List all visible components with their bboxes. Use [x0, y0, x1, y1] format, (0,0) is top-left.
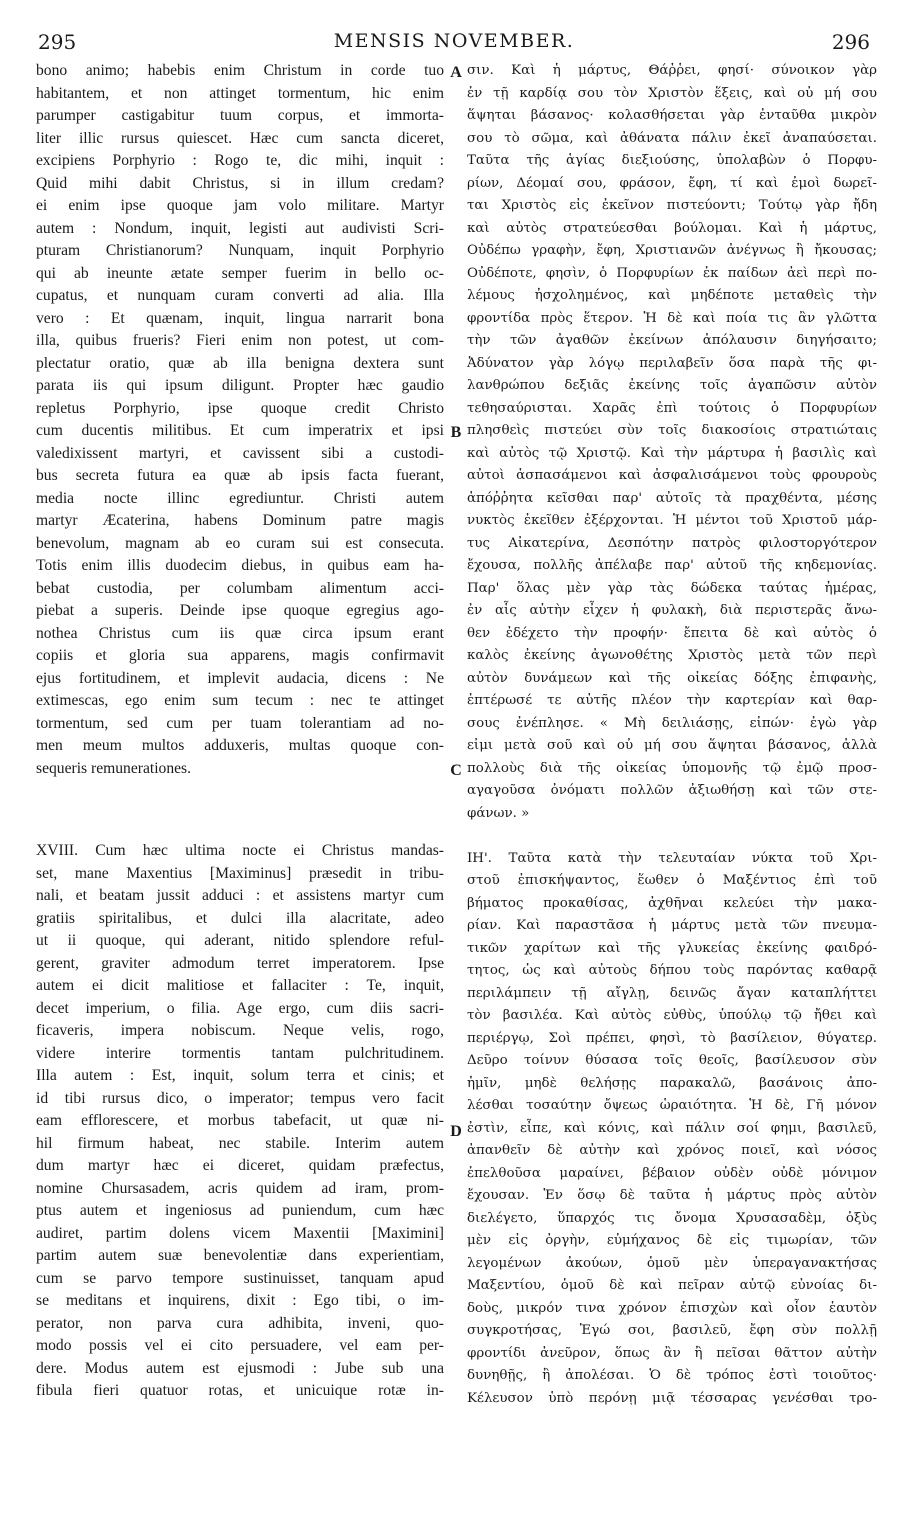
text-line: τὴν τῶν ἀγαθῶν ἐκείνων ἀπόλαυσιν διηγήσαιτο; [467, 333, 877, 348]
text-line: φάνων. » [467, 805, 530, 821]
text-line: tormentum, sed cum per tuam tolerantiam ad no- [36, 714, 444, 732]
text-line: extimescas, ego enim sum tecum : nec te attinget [36, 692, 444, 709]
text-line: εἰμι μετὰ σοῦ καὶ οὐ μή σου ἅψηται βάσανος, ἀλλὰ [467, 738, 877, 753]
text-line: Quid mihi dabit Christus, si in illum credam? [36, 174, 444, 192]
text-line: illa, quibus frueris? Fieri enim non potest, ut com- [36, 332, 444, 349]
text-line: autem ei dicit malitiose et fallaciter : Te, inquit, [36, 977, 444, 994]
text-line: Totis enim illis duodecim diebus, in quibus eam ha- [36, 557, 444, 574]
text-line: σιν. Καὶ ἡ μάρτυς, Θάῤῥει, φησί· σύνοικον γὰρ [467, 63, 877, 78]
text-line: set, mane Maxentius [Maximinus] præsedit in tribu- [36, 864, 444, 882]
text-line: valedixissent martyri, et cavissent sibi a custodi- [36, 444, 444, 462]
text-line: videre interire tormentis tantam pulchritudinem. [36, 1044, 444, 1062]
text-line: bebat custodia, per columbam alimentum acci- [36, 579, 444, 597]
text-line: XVIII. Cum hæc ultima nocte ei Christus mandas- [36, 842, 444, 859]
text-line: τὸν βασιλέα. Καὶ αὐτὸς εὐθὺς, ὑπούλῳ τῷ ἤθει καὶ [467, 1008, 877, 1023]
text-line: πλησθεὶς πιστεύει σὺν τοῖς διακοσίοις στρατιώταις [467, 423, 877, 438]
text-line: συγκροτήσας, Ἐγώ σοι, βασιλεῦ, ἔφη σὺν πολλῇ [467, 1323, 877, 1338]
margin-letter-d: D [450, 1123, 462, 1140]
text-line: eam efflorescere, et morbus tabefacit, ut quæ ni- [36, 1112, 444, 1129]
text-line: fibula fieri quatuor rotas, et unicuique rotæ in- [36, 1382, 444, 1399]
text-line: decet imperium, o filia. Age ergo, cum diis sacri- [36, 999, 444, 1017]
text-line: Κέλευσον ὑπὸ περόνῃ μιᾷ τέσσαρας γενέσθαι τρο- [467, 1390, 877, 1406]
text-line: ἐπελθοῦσα μαραίνει, βέβαιον οὐδὲν οὐδὲ μόνιμον [467, 1165, 877, 1181]
text-line: λέσθαι τοσαύτην ὄψεως ὡραιότητα. Ἡ δὲ, Γῆ μόνον [467, 1098, 877, 1113]
text-line: φροντίδα πρὸς ἕτερον. Ἡ δὲ καὶ ποία τις ἂν γλῶττα [467, 310, 877, 326]
text-line: ται Χριστὸς εἰς ἐκεῖνον πιστεύοντι; Τούτῳ γὰρ ἤδη [467, 198, 877, 213]
text-line: καὶ αὐτὸς τῷ Χριστῷ. Καὶ τὴν μάρτυρα ἡ βασιλὶς καὶ [467, 445, 877, 461]
text-line: σους ἐνέπλησε. « Μὴ δειλιάσῃς, εἰπών· ἐγὼ γὰρ [467, 715, 877, 731]
text-line: τητος, ὡς καὶ αὐτοὺς δήπου τοὺς παρόντας καθαρᾷ [467, 963, 877, 978]
text-line: τυς Αἰκατερίνα, Δεσπότην πατρὸς φιλοστοργότερον [467, 535, 877, 551]
text-line: νυκτὸς ἐκεῖθεν ἐξέρχονται. Ἡ μέντοι τοῦ Χριστοῦ μάρ- [467, 513, 877, 528]
text-line: σου τὸ σῶμα, καὶ ἀθάνατα πάλιν ἐκεῖ ἀναπαύσεται. [467, 130, 877, 146]
text-line: liter illic rursus quiescet. Hæc cum sancta diceret, [36, 129, 444, 147]
text-line: habitantem, et non attinget tormentum, hic enim [36, 84, 444, 102]
text-line: modo possis vel ei cito persuadere, vel eam per- [36, 1337, 444, 1354]
text-line: cum se parvo tempore sustinuisset, tanquam apud [36, 1269, 444, 1287]
text-line: media nocte illinc egrediuntur. Christi autem [36, 489, 444, 507]
text-line: hil firmum habeat, nec stabile. Interim autem [36, 1134, 444, 1152]
text-line: δυνηθῇς, ἢ ἀπολέσαι. Ὁ δὲ τρόπος ἐστὶ τοιοῦτος· [467, 1368, 877, 1383]
text-line: Ἀδύνατον γὰρ λόγῳ περιλαβεῖν ὅσα παρὰ τῆς φι- [467, 355, 877, 371]
text-line: qui ab ineunte ætate semper fuerim in bello oc- [36, 264, 444, 282]
text-line: καὶ αὐτὸς στρατεύεσθαι βούλομαι. Καὶ ἡ μάρτυς, [467, 220, 877, 236]
text-line: λεγομένων ἀκούων, ὁμοῦ μὲν ὑπεραγανακτήσας [467, 1255, 877, 1271]
text-line: ἅψηται βάσανος· κολασθήσεται γὰρ ἐνταῦθα μικρὸν [467, 108, 877, 123]
text-line: audiret, partim dolens vicem Maxentii [Maximini] [36, 1224, 444, 1242]
page-header [38, 30, 870, 54]
text-line: piebat a superis. Deinde ipse quoque egregius ago- [36, 602, 444, 619]
text-line: καλὸς ἐκείνης ἀγωνοθέτης Χριστὸς μετὰ τῶν περὶ [467, 648, 877, 663]
text-line: cupatus, et nunquam curam converti ad alia. Illa [36, 287, 444, 304]
text-line: ρίων, Δέομαί σου, φράσον, ἔφη, τί καὶ ἐμοὶ δωρεῖ- [467, 175, 877, 191]
text-line: partim autem suæ benevolentiæ dans experientiam, [36, 1247, 444, 1264]
text-line: Δεῦρο τοίνυν θύσασα τοῖς θεοῖς, βασίλευσον σὺν [467, 1053, 877, 1068]
text-line: ejus fortitudinem, et implevit audacia, dicens : Ne [36, 669, 444, 687]
text-line: ἐν αἷς αὐτὴν εἶχεν ἡ φυλακὴ, διὰ περιστερᾶς ἄνω- [467, 603, 877, 618]
text-line: nothea Christus cum iis quæ circa ipsum erant [36, 624, 444, 642]
text-line: dere. Modus autem est ejusmodi : Jube sub una [36, 1359, 444, 1377]
text-line: nomine Chursasadem, acris quidem ad iram, prom- [36, 1179, 444, 1197]
text-line: sequeris remunerationes. [36, 759, 192, 777]
text-line: στοῦ ἐπισκήψαντος, ἕωθεν ὁ Μαξέντιος ἐπὶ τοῦ [467, 873, 877, 888]
text-line: θεν ἐδέχετο τὴν προφήν· ἔπειτα δὲ καὶ αὐτὸς ὁ [467, 625, 877, 641]
text-line: Illa autem : Est, inquit, solum terra et cinis; et [36, 1067, 444, 1084]
text-line: martyr Æcaterina, habens Dominum patre magis [36, 512, 444, 529]
text-line: ἐπτέρωσέ τε αὐτῆς πλέον τὴν καρτερίαν καὶ θαρ- [467, 693, 877, 708]
text-line: ἀπανθεῖν δὲ αὐτὴν καὶ χρόνος ποιεῖ, καὶ νόσος [467, 1143, 877, 1158]
text-line: Ταῦτα τῆς ἁγίας διεξιούσης, ὑπολαβὼν ὁ Πορφυ- [467, 153, 877, 168]
text-line: διελέγετο, ὕπαρχός τις ὄνομα Χρυσασαδὲμ, ὀξὺς [467, 1210, 877, 1226]
margin-letter-c: C [450, 762, 462, 779]
text-line: ἔχουσα, πολλῆς ἀπέλαβε παρ' αὐτοῦ τῆς κηδεμονίας. [467, 558, 877, 573]
text-line: parumper castigabitur tuum corpus, et immorta- [36, 107, 444, 124]
text-line: λέμους ἠσχολημένος, καὶ μηδέποτε μεταθεὶς τὴν [467, 288, 877, 303]
running-title: MENSIS NOVEMBER. [333, 30, 575, 52]
text-line: copiis et gloria sua apparens, magis confirmavit [36, 647, 444, 664]
text-line: ΙΗ'. Ταῦτα κατὰ τὴν τελευταίαν νύκτα τοῦ Χρι- [467, 850, 877, 866]
text-line: bus secreta futura ea quæ ab ipsis facta fuerant, [36, 467, 444, 484]
latin-column [36, 60, 444, 1403]
page-number-right: 296 [831, 30, 870, 54]
margin-letter-a: A [450, 64, 462, 81]
text-line: benevolum, magnam ab eo curam sui est consecuta. [36, 534, 444, 552]
text-line: ei enim ipse quoque jam volo militare. Martyr [36, 197, 444, 214]
text-line: plectatur oratio, quæ ab illa benigna dextera sunt [36, 354, 444, 372]
text-line: ficaveris, impera nobiscum. Neque velis, rogo, [36, 1022, 444, 1039]
paragraph-gap [36, 780, 444, 840]
text-line: αὐτὸν δυνάμεων καὶ τῆς οἰκείας δόξης ἐπιφανὴς, [467, 670, 877, 686]
text-line: Οὐδέπω γραφὴν, ἔφη, Χριστιανῶν ἀνέγνως ἢ ἤκουσας; [467, 243, 877, 258]
text-line: μὲν εἰς ὀργὴν, εὐμήχανος δὲ εἰς τιμωρίαν, τῶν [467, 1233, 877, 1248]
text-line: ἐστὶν, εἶπε, καὶ κόνις, καὶ πάλιν σοί φημι, βασιλεῦ, [467, 1120, 877, 1136]
text-line: ἀπόῤῥητα κεῖσθαι παρ' αὐτοῖς τὰ πραχθέντα, μέσης [467, 490, 877, 506]
text-line: ἡμῖν, μηδὲ θελήσῃς παρακαλῶ, βασάνοις ἀπο- [467, 1075, 877, 1091]
paragraph-gap [467, 825, 877, 848]
text-line: parata iis qui ipsum diligunt. Propter hæc gaudio [36, 377, 444, 394]
text-line: πολλοὺς διὰ τῆς οἰκείας ὑπομονῆς τῷ ἐμῷ προσ- [467, 760, 877, 776]
text-line: autem : Nondum, inquit, legisti aut audivisti Scri- [36, 219, 444, 237]
greek-column [467, 60, 877, 1410]
text-line: repletus Porphyrio, ipse quoque credit Christo [36, 399, 444, 417]
text-line: vero : Et quænam, inquit, lingua narrarit bona [36, 309, 444, 327]
text-line: ut ii quoque, qui aderant, nitido splendore reful- [36, 932, 444, 949]
text-line: dum martyr hæc ei diceret, quidam præfectus, [36, 1157, 444, 1174]
text-line: τικῶν χαρίτων καὶ τῆς γλυκείας ἐκείνης φαιδρό- [467, 940, 877, 956]
text-line: λανθρώπου δεξιᾶς ἐκείνης τοῖς ἀγαπῶσιν αὐτὸν [467, 378, 877, 393]
text-line: τεθησαύρισται. Χαρᾶς ἐπὶ τούτοις ὁ Πορφυρίων [467, 400, 877, 416]
text-line: περιέργῳ, Σοὶ πρέπει, φησὶ, τὸ βασίλειον, θύγατερ. [467, 1030, 877, 1046]
text-line: cum ducentis militibus. Et cum imperatrix et ipsi [36, 422, 444, 439]
text-line: δοὺς, μικρόν τινα χρόνον ἐπισχὼν καὶ οἷον ἑαυτὸν [467, 1300, 877, 1316]
text-line: id tibi rursus dico, o imperator; tempus vero facit [36, 1089, 444, 1107]
text-line: ἔχουσαν. Ἐν ὅσῳ δὲ ταῦτα ἡ μάρτυς πρὸς αὐτὸν [467, 1188, 877, 1203]
text-line: pturam Christianorum? Nunquam, inquit Porphyrio [36, 242, 444, 259]
text-line: ἐν τῇ καρδίᾳ σου τὸν Χριστὸν ἕξεις, καὶ οὐ μή σου [467, 85, 877, 101]
text-line: se meditans et inquirens, dixit : Ego tibi, o im- [36, 1292, 444, 1309]
margin-letter-b: B [450, 424, 462, 441]
text-line: φροντίδι ἀνεῦρον, ὅπως ἂν ἢ πεῖσαι θᾶττον αὐτὴν [467, 1345, 877, 1361]
text-line: bono animo; habebis enim Christum in corde tuo [36, 62, 444, 79]
text-line: Μαξεντίου, ὁμοῦ δὲ καὶ πεῖραν αὐτῷ εὐνοίας δι- [467, 1278, 877, 1293]
text-line: men meum multos adduxeris, multas quoque con- [36, 737, 444, 754]
page-number-left: 295 [38, 30, 77, 54]
text-line: βήματος προκαθίσας, ἀχθῆναι κελεύει τὴν μακα- [467, 895, 877, 911]
text-line: excipiens Porphyrio : Rogo te, dic mihi, inquit : [36, 152, 444, 169]
text-line: Παρ' ὅλας μὲν γὰρ τὰς δώδεκα ταύτας ἡμέρας, [467, 580, 877, 596]
text-line: ρίαν. Καὶ παραστᾶσα ἡ μάρτυς μετὰ τῶν πνευμα- [467, 918, 877, 933]
text-line: Οὐδέποτε, φησὶν, ὁ Πορφυρίων ἐκ παίδων ἀεὶ περὶ πο- [467, 265, 877, 281]
text-line: gratiis spiritalibus, et dulci illa alacritate, adeo [36, 909, 444, 927]
text-line: αγαγοῦσα ὀνόματι πολλῶν ἀξιωθήσῃ καὶ τῶν στε- [467, 783, 877, 798]
text-line: ptus autem et ingeniosus ad puniendum, cum hæc [36, 1202, 444, 1219]
text-line: gerent, graviter admodum terret imperatorem. Ipse [36, 954, 444, 972]
text-line: nali, et beatam jussit adduci : et assistens martyr cum [36, 887, 444, 904]
text-line: αὐτοὶ ἀσπασάμενοι καὶ ἀσφαλισάμενοι τοὺς φρουροὺς [467, 468, 877, 483]
text-line: περιλάμπειν τῇ αἴγλῃ, δεινῶς ἄγαν καταπλήττει [467, 985, 877, 1001]
text-line: perator, non parva cura adhibita, inveni, quo- [36, 1314, 444, 1332]
